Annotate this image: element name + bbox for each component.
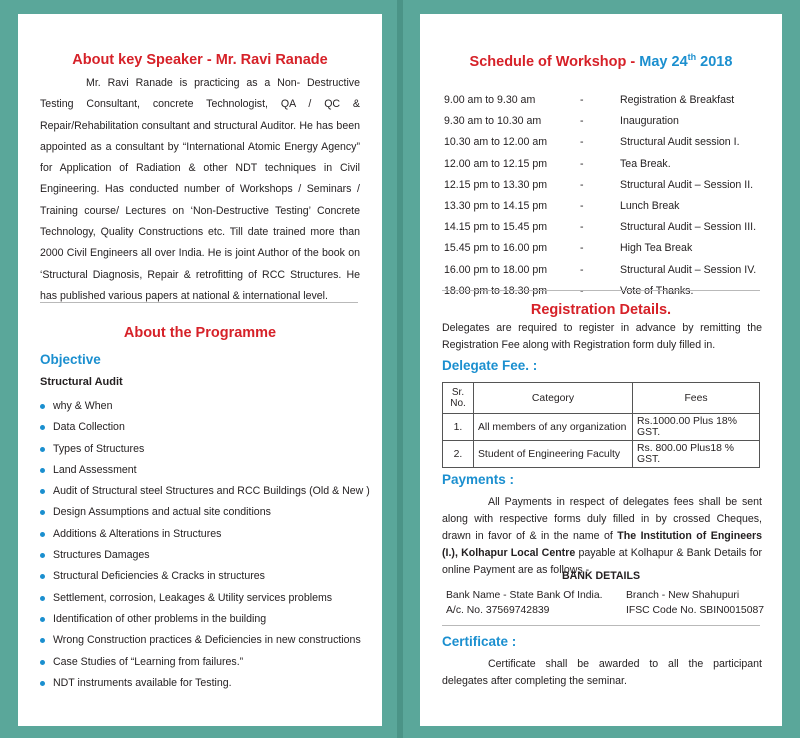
bullet-icon — [40, 596, 45, 601]
fee-table — [442, 382, 760, 468]
list-item-label: Audit of Structural steel Structures and RCC Buildings (Old & New ) — [53, 485, 370, 498]
list-item-label: Identification of other problems in the building — [53, 612, 267, 625]
category-cell: Student of Engineering Faculty — [474, 441, 633, 468]
bullet-icon — [40, 404, 45, 409]
bullet-icon — [40, 510, 45, 515]
schedule-dash: - — [580, 115, 584, 128]
list-item-label: Settlement, corrosion, Leakages & Utility services problems — [53, 591, 333, 604]
sr-cell: 2. — [443, 441, 474, 468]
certificate-text — [442, 656, 762, 690]
fees-cell: Rs.1000.00 Plus 18% GST. — [633, 414, 760, 441]
certificate-heading: Certificate : — [442, 634, 517, 649]
list-item — [40, 396, 370, 417]
schedule-time: 12.00 am to 12.15 pm — [444, 157, 548, 170]
schedule-time — [444, 281, 547, 302]
schedule-time: 13.30 pm to 14.15 pm — [444, 199, 548, 212]
bank-heading: BANK DETAILS — [561, 570, 641, 582]
payments-text-2: payable at Kolhapur & Bank Details for online Payment are as follows - — [442, 547, 762, 576]
fees-header: Fees — [633, 383, 760, 414]
schedule-activity: Structural Audit session I. — [620, 136, 740, 149]
fee-heading: Delegate Fee. : — [442, 358, 538, 373]
list-item-label: why & When — [53, 400, 113, 412]
payments-text-1: All Payments in respect of delegates fees shall be sent along with respective forms duly filled in by crossed Cheques, drawn in favor of & in the name of — [442, 496, 762, 542]
divider — [442, 625, 760, 626]
schedule-date-day: May 24 — [639, 53, 688, 70]
table-row — [443, 414, 760, 441]
list-item — [40, 481, 370, 502]
bullet-icon — [40, 660, 45, 665]
right-panel — [420, 14, 782, 726]
schedule-activity: High Tea Break — [620, 242, 693, 255]
schedule-dash: - — [580, 94, 584, 106]
schedule-date-year: 2018 — [696, 53, 733, 70]
list-item-label: Case Studies of “Learning from failures.” — [53, 655, 244, 668]
bank-right — [626, 588, 764, 618]
schedule-activity — [620, 281, 693, 302]
bank-branch: Branch - New Shahupuri — [626, 590, 740, 601]
schedule-time: 14.15 pm to 15.45 pm — [444, 221, 548, 234]
schedule-title-text: Schedule of Workshop - — [469, 53, 640, 70]
list-item — [40, 566, 370, 587]
divider — [442, 290, 760, 291]
list-item — [40, 630, 370, 651]
schedule-date — [639, 54, 732, 70]
schedule-activity: Inauguration — [620, 115, 679, 128]
table-row — [443, 441, 760, 468]
divider — [40, 302, 358, 303]
list-item-label: Land Assessment — [53, 463, 137, 476]
schedule-dash — [580, 281, 584, 302]
bullet-icon — [40, 489, 45, 494]
bullet-icon — [40, 532, 45, 537]
payments-text-bold: The Institution of Engineers (I.), Kolhapur Local Centre — [442, 530, 762, 559]
list-item — [40, 652, 370, 673]
schedule-activity: Structural Audit – Session IV. — [620, 263, 757, 276]
category-cell: All members of any organization — [474, 414, 633, 441]
bullet-icon — [40, 681, 45, 686]
schedule-time: 10.30 am to 12.00 am — [444, 136, 548, 149]
schedule-activity: Lunch Break — [620, 199, 680, 212]
speaker-bio — [40, 73, 360, 307]
sr-cell: 1. — [443, 414, 474, 441]
bullet-icon — [40, 468, 45, 473]
speaker-bio-text: Mr. Ravi Ranade is practicing as a Non- Destructive Testing Consultant, concrete Technologist, QA / QC & Repair/Rehabilitation consultant and structural Auditor. He has been appointed as a consultant by “International Atomic Energy Agency” for Application of Radiation & other NDT techniques in Civil Engineering. Has conducted number of Workshops / Seminars / Training course/ Lectures on ‘Non-Destructive Testing’ Concrete Technology, Quality Constructions etc. Till date trained more than 2000 Civil Engineers all over India. He is joint Author of the book on ‘Structural Diagnosis, Repair & retrofitting of RCC Structures. He has published various papers at national & international level. — [40, 77, 360, 302]
objective-heading: Objective — [40, 352, 101, 367]
center-fold — [397, 0, 403, 738]
schedule-activity: Tea Break. — [620, 157, 671, 170]
bullet-icon — [40, 617, 45, 622]
left-panel — [18, 14, 382, 726]
schedule-activity: Structural Audit – Session II. — [620, 178, 754, 191]
schedule-time: 15.45 pm to 16.00 pm — [444, 242, 548, 255]
objective-subheading: Structural Audit — [40, 376, 123, 388]
list-item-label: NDT instruments available for Testing. — [53, 676, 232, 689]
schedule-dash: - — [580, 263, 584, 276]
list-item — [40, 588, 370, 609]
fees-cell: Rs. 800.00 Plus18 % GST. — [633, 441, 760, 468]
schedule-dash: - — [580, 199, 584, 212]
list-item — [40, 524, 370, 545]
speaker-title: About key Speaker - Mr. Ravi Ranade — [72, 52, 328, 68]
payments-heading: Payments : — [442, 472, 515, 487]
list-item — [40, 502, 370, 523]
sr-header-line2: No. — [450, 398, 466, 409]
schedule-activity: Registration & Breakfast — [620, 94, 735, 106]
list-item — [40, 439, 370, 460]
bank-name: Bank Name - State Bank Of India. — [446, 590, 603, 601]
programme-title: About the Programme — [123, 325, 277, 341]
bullet-icon — [40, 447, 45, 452]
schedule-dash: - — [580, 178, 584, 191]
list-item — [40, 609, 370, 630]
schedule-time: 16.00 pm to 18.00 pm — [444, 263, 548, 276]
list-item-label: Types of Structures — [53, 442, 145, 455]
sr-header — [443, 383, 474, 414]
list-item-label: Additions & Alterations in Structures — [53, 527, 222, 540]
list-item-label: Structures Damages — [53, 549, 150, 562]
list-item-label: Data Collection — [53, 421, 125, 434]
bullet-icon — [40, 638, 45, 643]
certificate-text-body: Certificate shall be awarded to all the participant delegates after completing the seminar. — [442, 658, 762, 687]
schedule-time: 9.00 am to 9.30 am — [444, 94, 536, 106]
bank-account: A/c. No. 37569742839 — [446, 605, 550, 616]
bullet-icon — [40, 425, 45, 430]
category-header: Category — [474, 383, 633, 414]
list-item-label: Structural Deficiencies & Cracks in structures — [53, 570, 265, 583]
bank-ifsc: IFSC Code No. SBIN0015087 — [626, 605, 765, 616]
objective-list — [40, 396, 370, 694]
table-header-row — [443, 383, 760, 414]
list-item — [40, 545, 370, 566]
schedule-title — [420, 52, 782, 70]
sr-header-line1: Sr. — [451, 387, 465, 398]
payments-text — [442, 494, 762, 579]
schedule-dash: - — [580, 242, 584, 255]
bullet-icon — [40, 553, 45, 558]
schedule-dash: - — [580, 157, 584, 170]
schedule-activity: Structural Audit – Session III. — [620, 221, 757, 234]
registration-text: Delegates are required to register in advance by remitting the Registration Fee along with Registration form duly filled in. — [442, 322, 762, 351]
list-item — [40, 673, 370, 694]
list-item-label: Design Assumptions and actual site conditions — [53, 506, 271, 519]
bank-left — [446, 588, 603, 618]
schedule-dash: - — [580, 221, 584, 234]
list-item — [40, 460, 370, 481]
schedule-time: 9.30 am to 10.30 am — [444, 115, 542, 128]
list-item — [40, 417, 370, 438]
registration-title: Registration Details. — [530, 302, 672, 318]
bullet-icon — [40, 574, 45, 579]
schedule-time: 12.15 pm to 13.30 pm — [444, 178, 548, 191]
schedule-dash: - — [580, 136, 584, 149]
list-item-label: Wrong Construction practices & Deficiencies in new constructions — [53, 634, 361, 647]
schedule-date-sup: th — [687, 52, 697, 62]
